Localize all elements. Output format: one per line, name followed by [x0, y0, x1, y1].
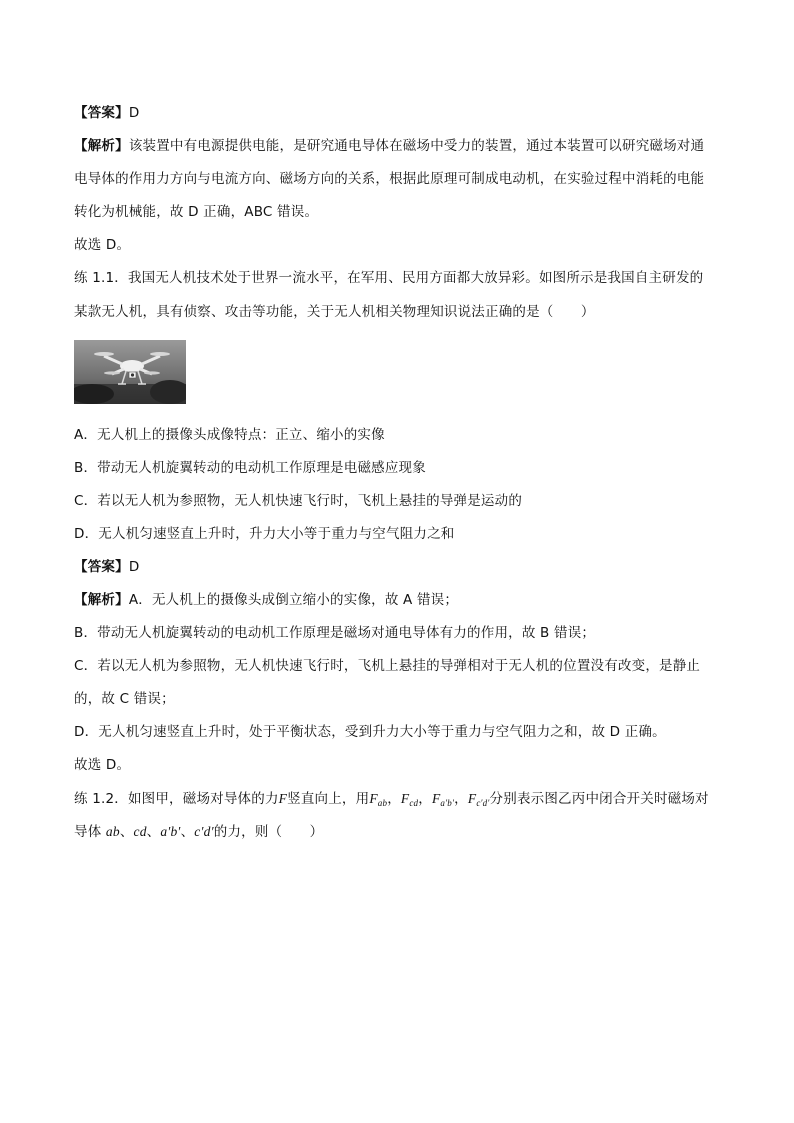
conclusion-2: 故选 D。: [74, 757, 131, 773]
answer-label: 【答案】: [74, 559, 129, 575]
analysis2-line-4: 的，故 C 错误；: [74, 691, 175, 707]
answer-line-2: [74, 557, 139, 577]
question-1-2-line-1: [74, 789, 709, 813]
conductor-apbp: a′b′: [160, 824, 181, 839]
option-a: A．无人机上的摄像头成像特点：正立、缩小的实像: [74, 427, 385, 443]
q12-line2-prefix: 导体: [74, 824, 106, 840]
question-1-2-line-2: [74, 822, 323, 842]
force-cd: F: [400, 791, 410, 806]
q12-prefix: 练 1.2．如图甲，磁场对导体的力: [74, 791, 279, 807]
option-d: D．无人机匀速竖直上升时，升力大小等于重力与空气阻力之和: [74, 526, 455, 542]
force-symbol: F: [278, 791, 288, 806]
answer-label: 【答案】: [74, 105, 129, 121]
separator: ，: [418, 791, 432, 807]
question-1-1-line-2: 某款无人机，具有侦察、攻击等功能，关于无人机相关物理知识说法正确的是（ ）: [74, 304, 595, 320]
separator: ，: [387, 791, 401, 807]
force-cpdp: F: [467, 791, 477, 806]
analysis-line-1: [74, 136, 704, 156]
conductor-ab: ab: [105, 824, 120, 839]
option-c: C．若以无人机为参照物，无人机快速飞行时，飞机上悬挂的导弹是运动的: [74, 493, 523, 509]
option-b: B．带动无人机旋翼转动的电动机工作原理是电磁感应现象: [74, 460, 426, 476]
conclusion-1: 故选 D。: [74, 237, 131, 253]
analysis-text: 该装置中有电源提供电能，是研究通电导体在磁场中受力的装置，通过本装置可以研究磁场对通: [128, 138, 705, 154]
q12-mid: 竖直向上，用: [287, 791, 370, 807]
analysis-label: 【解析】: [74, 138, 129, 154]
separator: ，: [454, 791, 468, 807]
separator: 、: [146, 824, 161, 840]
force-cpdp-sub: c′d′: [476, 798, 490, 808]
analysis2-line-3: C．若以无人机为参照物，无人机快速飞行时，飞机上悬挂的导弹相对于无人机的位置没有改变，是静止: [74, 658, 701, 674]
conductor-cd: cd: [133, 824, 147, 839]
separator: 、: [119, 824, 134, 840]
q12-tail: 分别表示图乙丙中闭合开关时磁场对: [489, 791, 709, 807]
q12-line2-tail: 的力，则（ ）: [213, 824, 324, 840]
analysis-line-2: 电导体的作用力方向与电流方向、磁场方向的关系，根据此原理可制成电动机，在实验过程中消耗的电能: [74, 171, 705, 187]
conductor-cpdp: c′d′: [194, 824, 214, 839]
analysis2-line-2: B．带动无人机旋翼转动的电动机工作原理是磁场对通电导体有力的作用，故 B 错误；: [74, 625, 596, 641]
drone-photo: [74, 340, 186, 404]
answer-line-1: [74, 103, 139, 123]
analysis2-line-5: D．无人机匀速竖直上升时，处于平衡状态，受到升力大小等于重力与空气阻力之和，故 D 正确。: [74, 724, 666, 740]
answer-value: D: [128, 105, 140, 121]
analysis-label: 【解析】: [74, 592, 129, 608]
force-apbp: F: [431, 791, 441, 806]
force-ab: F: [369, 791, 378, 806]
force-apbp-sub: a′b′: [440, 798, 455, 808]
analysis-text: A．无人机上的摄像头成倒立缩小的实像，故 A 错误；: [128, 592, 459, 608]
force-cd-sub: cd: [409, 798, 419, 808]
force-ab-sub: ab: [377, 798, 388, 808]
separator: 、: [180, 824, 195, 840]
analysis2-line-1: [74, 590, 458, 610]
question-1-1-line-1: 练 1.1．我国无人机技术处于世界一流水平，在军用、民用方面都大放异彩。如图所示是我国自主研发的: [74, 270, 704, 286]
analysis-line-3: 转化为机械能，故 D 正确，ABC 错误。: [74, 204, 319, 220]
answer-value: D: [128, 559, 140, 575]
